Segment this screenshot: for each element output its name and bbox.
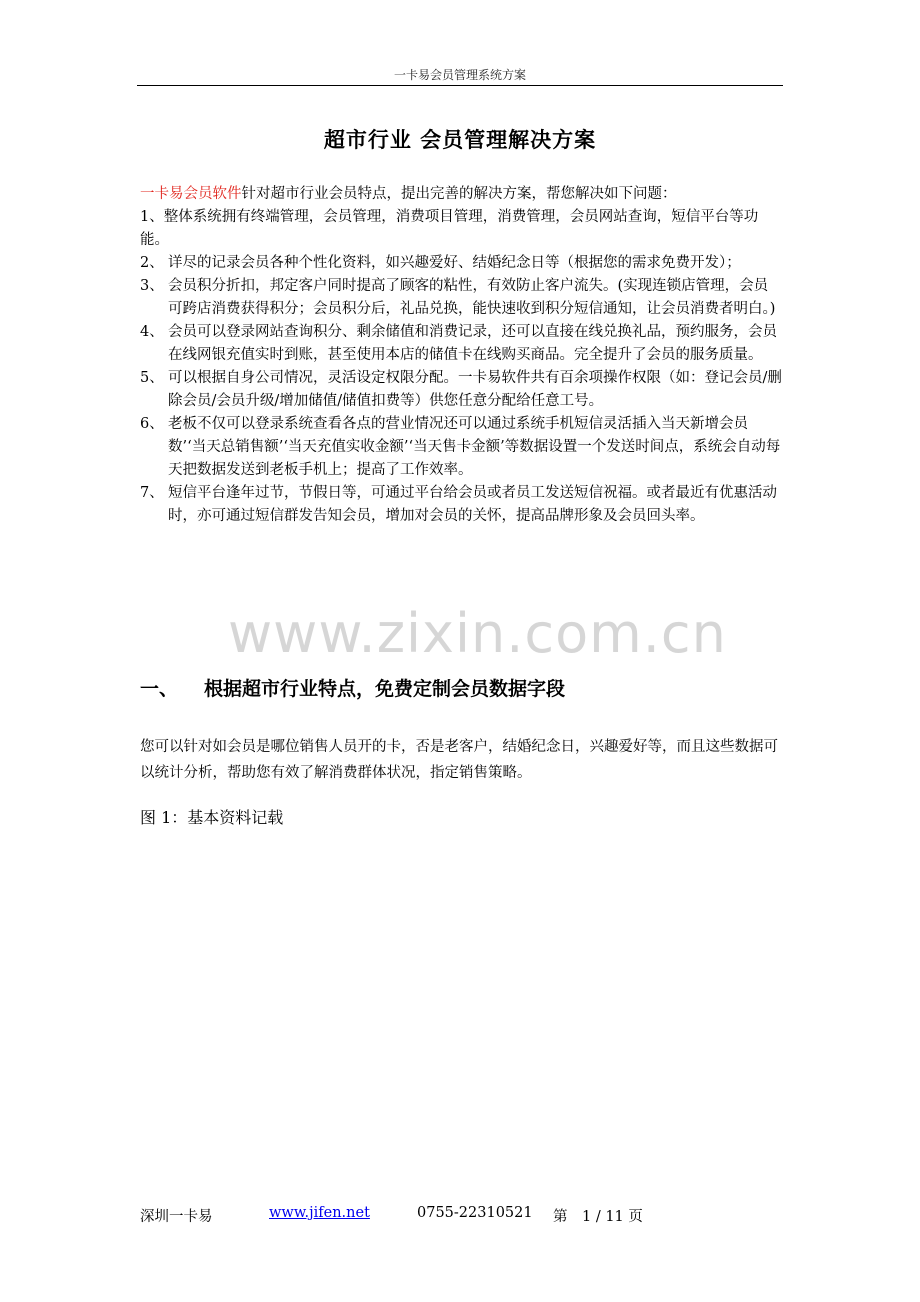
footer-company: 深圳一卡易 <box>140 1209 213 1225</box>
watermark: www.zixin.com.cn <box>228 602 727 665</box>
list-item <box>140 252 782 275</box>
list-item <box>140 482 782 528</box>
footer-phone: 0755-22310521 <box>417 1205 533 1221</box>
page-header: 一卡易会员管理系统方案 <box>393 68 526 82</box>
intro-paragraph <box>140 183 782 206</box>
list-item-text: 整体系统拥有终端管理，会员管理，消费项目管理，消费管理，会员网站查询，短信平台等功能。 <box>140 209 759 248</box>
list-item-number: 4、 <box>140 324 164 340</box>
list-item-number: 7、 <box>140 485 164 501</box>
list-item <box>140 275 782 321</box>
brand-name: 一卡易会员软件 <box>140 186 242 202</box>
list-item <box>140 413 782 482</box>
section-paragraph: 您可以针对如会员是哪位销售人员开的卡，否是老客户，结婚纪念日，兴趣爱好等，而且这些数据可以统计分析，帮助您有效了解消费群体状况，指定销售策略。 <box>140 739 778 781</box>
section-heading <box>140 674 782 701</box>
list-item-text: 会员积分折扣，邦定客户同时提高了顾客的粘性，有效防止客户流失。(实现连锁店管理，会员可跨店消费获得积分；会员积分后，礼品兑换，能快速收到积分短信通知，让会员消费者明白。) <box>168 278 776 317</box>
list-item-text: 短信平台逢年过节，节假日等，可通过平台给会员或者员工发送短信祝福。或者最近有优惠活动时，亦可通过短信群发告知会员，增加对会员的关怀，提高品牌形象及会员回头率。 <box>168 485 777 524</box>
document-title: 超市行业 会员管理解决方案 <box>323 128 597 152</box>
section-marker: 一、 <box>140 678 179 700</box>
list-item-number: 1、 <box>140 209 164 225</box>
list-item-number: 2、 <box>140 255 164 271</box>
list-item-number: 5、 <box>140 370 164 386</box>
list-item-number: 6、 <box>140 416 164 432</box>
list-item-text: 会员可以登录网站查询积分、剩余储值和消费记录，还可以直接在线兑换礼品，预约服务，会员在线网银充值实时到账，甚至使用本店的储值卡在线购买商品。完全提升了会员的服务质量。 <box>168 324 777 363</box>
intro-text: 针对超市行业会员特点，提出完善的解决方案，帮您解决如下问题： <box>241 186 677 202</box>
footer-website-link[interactable]: www.jifen.net <box>269 1205 370 1221</box>
list-item <box>140 321 782 367</box>
list-item <box>140 206 782 252</box>
section-title: 根据超市行业特点，免费定制会员数据字段 <box>204 678 566 700</box>
footer-page-number: 第 1 / 11 页 <box>553 1209 643 1225</box>
list-item <box>140 367 782 413</box>
feature-list <box>140 206 782 528</box>
header-rule <box>137 85 783 86</box>
list-item-text: 可以根据自身公司情况，灵活设定权限分配。一卡易软件共有百余项操作权限（如：登记会员/删除会员/会员升级/增加储值/储值扣费等）供您任意分配给任意工号。 <box>168 370 782 409</box>
list-item-number: 3、 <box>140 278 164 294</box>
list-item-text: 详尽的记录会员各种个性化资料，如兴趣爱好、结婚纪念日等（根据您的需求免费开发）； <box>168 255 741 271</box>
list-item-text: 老板不仅可以登录系统查看各点的营业情况还可以通过系统手机短信灵活插入当天新增会员数’‘当天总销售额’‘当天充值实收金额’‘当天售卡金额’等数据设置一个发送时间点，系统会自动每天把数据发送到老板手机上；提高了工作效率。 <box>168 416 781 478</box>
figure-caption: 图 1：基本资料记载 <box>140 808 284 827</box>
document-body <box>140 183 782 528</box>
